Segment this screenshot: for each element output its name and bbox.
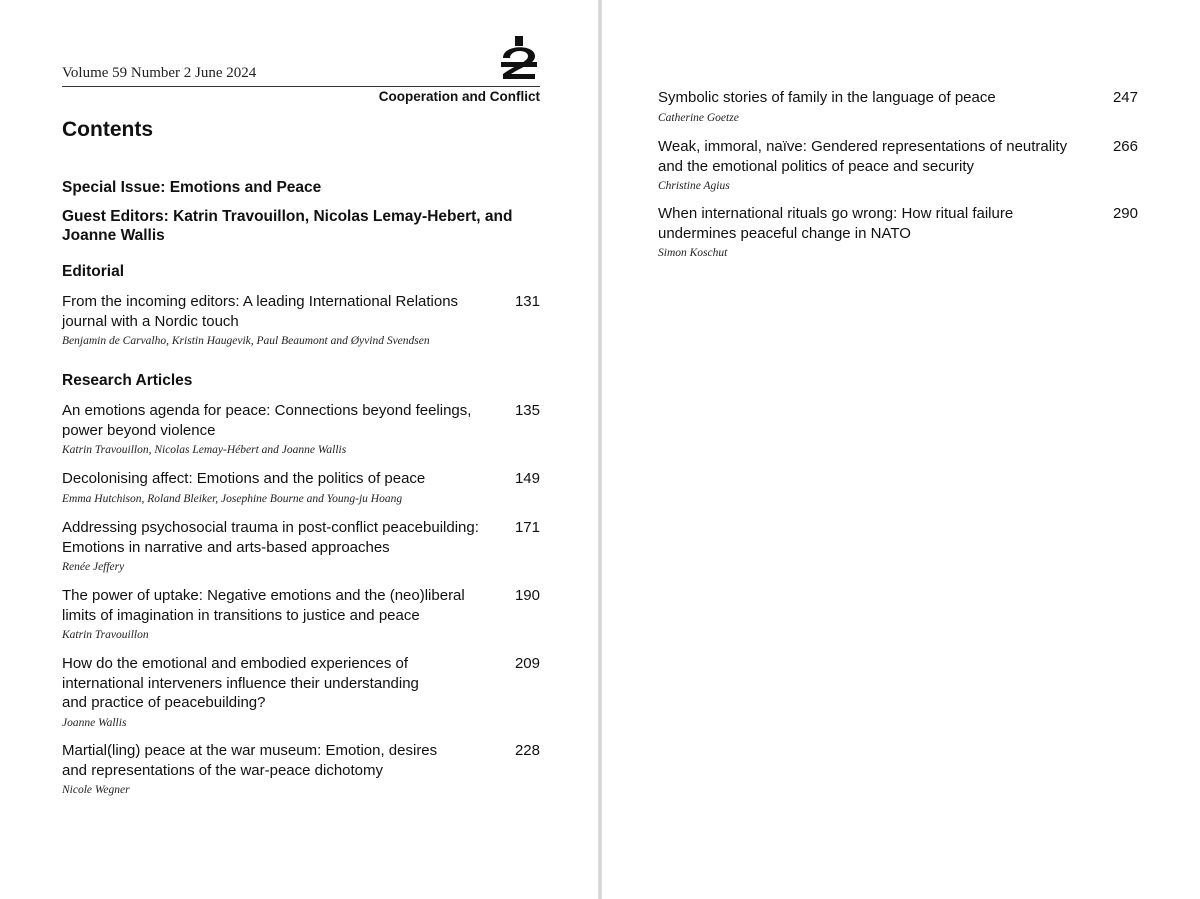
- page-number: 149: [514, 470, 540, 487]
- page-number: 131: [514, 293, 540, 310]
- article-title[interactable]: An emotions agenda for peace: Connections beyond feelings, power beyond violence: [62, 402, 472, 439]
- article-authors: Nicole Wegner: [62, 784, 130, 796]
- article-title[interactable]: Weak, immoral, naïve: Gendered representations of neutrality and the emotional politics of peace and security: [658, 138, 1068, 175]
- contents-title: Contents: [62, 118, 153, 141]
- article-title[interactable]: The power of uptake: Negative emotions and the (neo)liberal limits of imagination in transitions to justice and peace: [62, 587, 465, 624]
- page-number: 190: [514, 587, 540, 604]
- article-authors: Joanne Wallis: [62, 716, 127, 729]
- article-authors: Katrin Travouillon: [62, 629, 149, 641]
- right-page: [602, 0, 1200, 899]
- page-number: 209: [514, 655, 540, 672]
- article-authors: Catherine Goetze: [658, 111, 739, 124]
- page-number: 266: [1112, 138, 1138, 155]
- journal-logo-icon: [497, 34, 541, 80]
- page-number: 290: [1112, 205, 1138, 222]
- editorial-heading: Editorial: [62, 263, 125, 280]
- issue-info: Volume 59 Number 2 June 2024: [62, 65, 257, 81]
- toc-entry[interactable]: [62, 292, 540, 348]
- article-authors: Christine Agius: [658, 180, 730, 192]
- article-title[interactable]: How do the emotional and embodied experiences of international interveners influence their understanding and practice of peacebuilding?: [62, 655, 419, 711]
- toc-entry[interactable]: [658, 137, 1138, 193]
- article-authors: Katrin Travouillon, Nicolas Lemay-Hébert and Joanne Wallis: [62, 444, 347, 456]
- page-number: 228: [514, 742, 540, 759]
- toc-entry[interactable]: [658, 204, 1138, 260]
- left-page: [0, 0, 598, 899]
- header-rule: [62, 86, 540, 87]
- research-heading: Research Articles: [62, 372, 193, 389]
- special-issue-title: Special Issue: Emotions and Peace: [62, 179, 322, 196]
- toc-entry[interactable]: [62, 518, 540, 574]
- article-title[interactable]: From the incoming editors: A leading International Relations journal with a Nordic touch: [62, 293, 459, 330]
- guest-editors: Guest Editors: Katrin Travouillon, Nicolas Lemay-Hebert, and Joanne Wallis: [62, 208, 513, 244]
- journal-name: Cooperation and Conflict: [378, 89, 540, 104]
- article-title[interactable]: When international rituals go wrong: How ritual failure undermines peaceful change in NATO: [658, 205, 1014, 242]
- article-title[interactable]: Martial(ling) peace at the war museum: Emotion, desires and representations of the war-peace dichotomy: [62, 742, 438, 779]
- toc-entry[interactable]: [62, 654, 540, 730]
- article-authors: Simon Koschut: [658, 247, 728, 259]
- toc-entry[interactable]: [62, 741, 540, 797]
- page-number: 247: [1112, 89, 1138, 106]
- toc-entry[interactable]: [658, 88, 1138, 125]
- toc-entry[interactable]: [62, 469, 540, 506]
- article-title[interactable]: Symbolic stories of family in the language of peace: [658, 89, 996, 106]
- toc-entry[interactable]: [62, 401, 540, 457]
- article-authors: Benjamin de Carvalho, Kristin Haugevik, Paul Beaumont and Øyvind Svendsen: [62, 335, 430, 347]
- toc-entry[interactable]: [62, 586, 540, 642]
- article-authors: Renée Jeffery: [62, 561, 125, 573]
- page-number: 171: [514, 519, 540, 536]
- article-title[interactable]: Decolonising affect: Emotions and the politics of peace: [62, 470, 426, 487]
- article-authors: Emma Hutchison, Roland Bleiker, Josephine Bourne and Young-ju Hoang: [62, 492, 403, 505]
- article-title[interactable]: Addressing psychosocial trauma in post-conflict peacebuilding: Emotions in narrative and arts-based approaches: [62, 519, 479, 556]
- page-number: 135: [514, 402, 540, 419]
